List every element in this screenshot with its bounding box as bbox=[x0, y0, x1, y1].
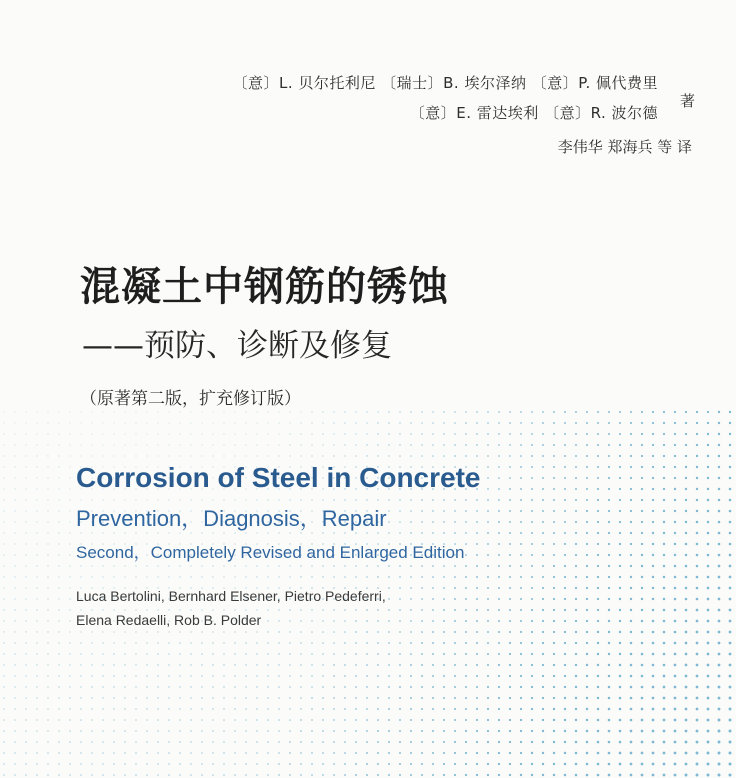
author-list-line-1: 〔意〕L. 贝尔托利尼 〔瑞士〕B. 埃尔泽纳 〔意〕P. 佩代费里 bbox=[232, 74, 658, 92]
chinese-title: 混凝土中钢筋的锈蚀 bbox=[80, 264, 449, 310]
english-edition-note: Second，Completely Revised and Enlarged Edition bbox=[76, 543, 465, 562]
author-role-label: 著 bbox=[680, 92, 696, 110]
chinese-edition-note: （原著第二版，扩充修订版） bbox=[80, 389, 301, 409]
english-authors-line-2: Elena Redaelli, Rob B. Polder bbox=[76, 612, 262, 628]
author-list-line-2: 〔意〕E. 雷达埃利 〔意〕R. 波尔德 bbox=[409, 104, 658, 122]
english-authors-line-1: Luca Bertolini, Bernhard Elsener, Pietro Pedeferri, bbox=[76, 588, 386, 604]
chinese-subtitle: ——预防、诊断及修复 bbox=[82, 328, 392, 364]
english-title: Corrosion of Steel in Concrete bbox=[76, 462, 481, 493]
english-subtitle: Prevention，Diagnosis，Repair bbox=[76, 506, 387, 531]
translator-list: 李伟华 郑海兵 等 译 bbox=[557, 138, 692, 156]
